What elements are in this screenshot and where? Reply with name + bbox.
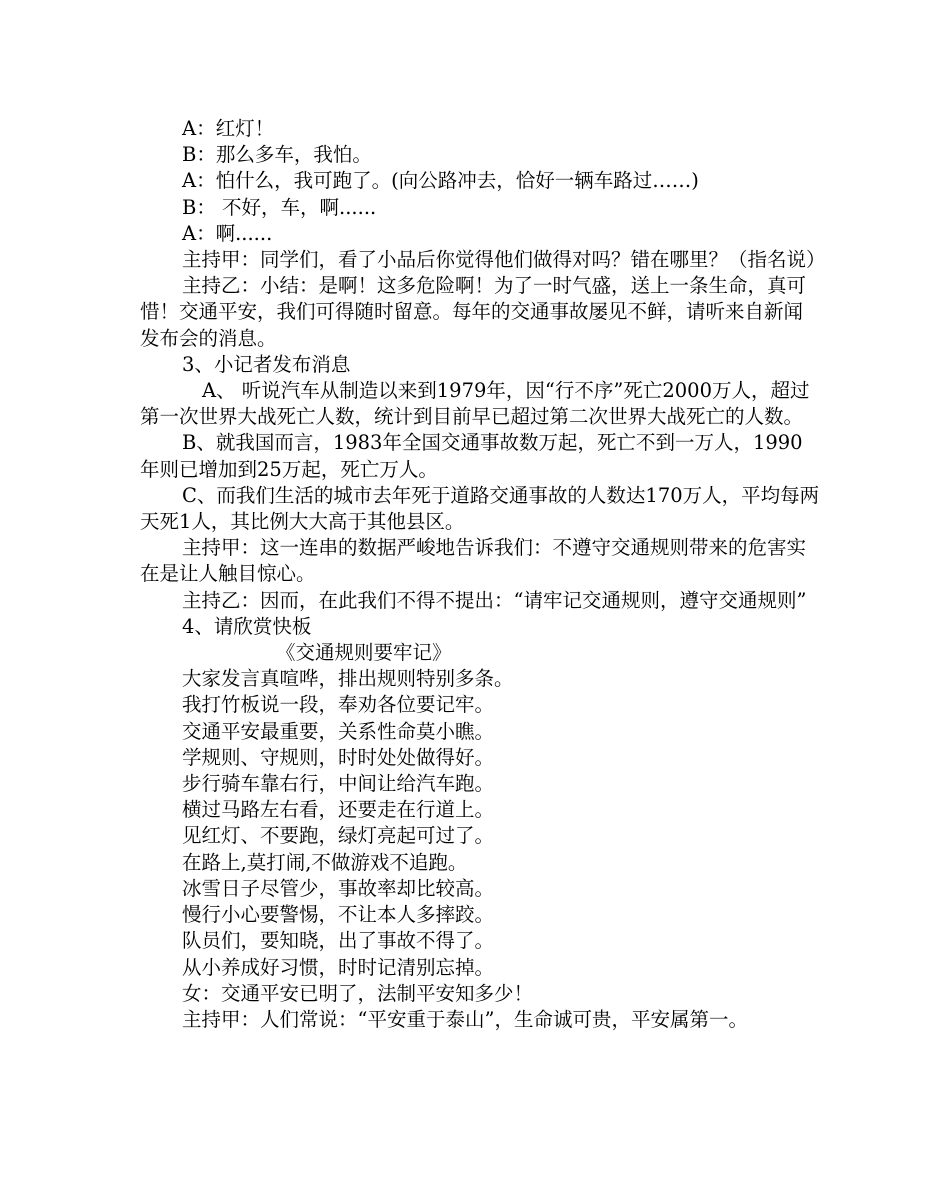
poem-line: 在路上,莫打闹,不做游戏不追跑。 <box>182 850 468 874</box>
document-page <box>140 116 826 1033</box>
poem-line: 见红灯、不要跑，绿灯亮起可过了。 <box>182 824 495 848</box>
poem-title: 《交通规则要牢记》 <box>276 641 452 665</box>
dialogue-line-a-red-light: A：红灯！ <box>182 117 275 140</box>
poem-line: 交通平安最重要，关系性命莫小瞧。 <box>182 719 495 743</box>
host-a-data-comment: 主持甲：这一连串的数据严峻地告诉我们：不遵守交通规则带来的危害实在是让人触目惊心。 <box>140 536 807 586</box>
dialogue-line-b-afraid: B：那么多车，我怕。 <box>182 143 372 167</box>
host-a-question: 主持甲：同学们，看了小品后你觉得他们做得对吗？错在哪里？（指名说） <box>182 248 826 272</box>
section-heading-reporter: 3、小记者发布消息 <box>182 352 351 376</box>
host-b-summary: 主持乙：小结：是啊！这多危险啊！为了一时气盛，送上一条生命，真可惜！交通平安，我们可得随时留意。每年的交通事故屡见不鲜，请听来自新闻发布会的消息。 <box>140 274 807 350</box>
poem-line: 我打竹板说一段，奉劝各位要记牢。 <box>182 693 495 717</box>
news-item-c: C、而我们生活的城市去年死于道路交通事故的人数达170万人，平均每两天死1人，其比例大大高于其他县区。 <box>140 483 820 534</box>
poem-line: 横过马路左右看，还要走在行道上。 <box>182 798 495 822</box>
dialogue-line-a-ah: A：啊...... <box>182 221 273 245</box>
dialogue-line-a-run: A：怕什么，我可跑了。(向公路冲去，恰好一辆车路过……) <box>182 169 699 193</box>
dialogue-line-b-car: B： 不好，车，啊...... <box>182 195 377 219</box>
news-item-a: A、 听说汽车从制造以来到1979年，因“行不序”死亡2000万人，超过第一次世界大战死亡人数，统计到目前早已超过第二次世界大战死亡的人数。 <box>140 379 810 429</box>
poem-line: 从小养成好习惯，时时记清别忘掉。 <box>182 955 495 979</box>
poem-line: 队员们，要知晓，出了事故不得了。 <box>182 929 495 953</box>
news-item-b: B、就我国而言，1983年全国交通事故数万起，死亡不到一万人，1990年则已增加到25万起，死亡万人。 <box>140 431 803 481</box>
female-line: 女：交通平安已明了，法制平安知多少！ <box>182 981 534 1005</box>
section-heading-kuaiban: 4、请欣赏快板 <box>182 614 312 638</box>
poem-line: 步行骑车靠右行，中间让给汽车跑。 <box>182 772 495 796</box>
host-a-closing: 主持甲：人们常说：“平安重于泰山”，生命诚可贵，平安属第一。 <box>182 1007 748 1031</box>
host-b-appeal: 主持乙：因而，在此我们不得不提出：“请牢记交通规则，遵守交通规则” <box>182 588 807 612</box>
poem-line: 大家发言真喧哗，排出规则特别多条。 <box>182 667 514 691</box>
poem-line: 学规则、守规则，时时处处做得好。 <box>182 745 495 769</box>
poem-line: 慢行小心要警惕，不让本人多摔跤。 <box>182 903 495 927</box>
poem-line: 冰雪日子尽管少，事故率却比较高。 <box>182 876 495 900</box>
